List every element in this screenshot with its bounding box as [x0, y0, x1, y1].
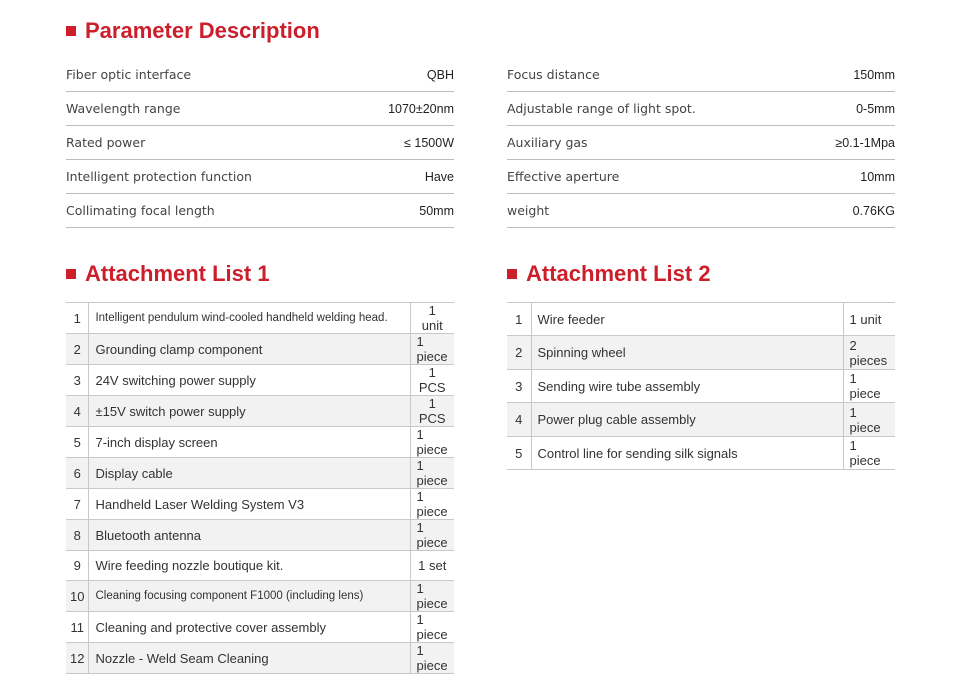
param-row — [66, 194, 454, 228]
row-number: 9 — [66, 551, 89, 581]
item-quantity: 1 piece — [843, 370, 895, 403]
item-quantity: 1 piece — [410, 489, 454, 520]
row-number: 8 — [66, 520, 89, 551]
table-row — [66, 551, 454, 581]
row-number: 3 — [66, 365, 89, 396]
param-table-right — [507, 58, 895, 228]
item-name: Sending wire tube assembly — [531, 370, 843, 403]
item-quantity: 1 piece — [410, 458, 454, 489]
table-row — [66, 489, 454, 520]
param-value: 150mm — [853, 67, 895, 82]
item-name: 24V switching power supply — [89, 365, 410, 396]
param-value: Have — [424, 169, 454, 184]
table-row — [507, 370, 895, 403]
table-row — [507, 403, 895, 437]
item-name: Cleaning and protective cover assembly — [89, 612, 410, 643]
item-name: Nozzle - Weld Seam Cleaning — [89, 643, 410, 674]
item-quantity: 2 pieces — [843, 336, 895, 370]
item-quantity: 1 piece — [410, 520, 454, 551]
param-row — [66, 58, 454, 92]
param-value: ≥0.1-1Mpa — [835, 135, 895, 150]
item-quantity: 1 piece — [410, 334, 454, 365]
param-row — [507, 58, 895, 92]
table-row — [66, 458, 454, 489]
param-value: ≤ 1500W — [404, 135, 454, 150]
param-row — [507, 92, 895, 126]
param-label: Adjustable range of light spot. — [507, 101, 696, 116]
square-bullet-icon — [66, 26, 76, 36]
param-value: QBH — [426, 67, 454, 82]
table-row — [66, 427, 454, 458]
param-label: Auxiliary gas — [507, 135, 588, 150]
item-quantity: 1 unit — [843, 303, 895, 336]
item-name: Intelligent pendulum wind-cooled handheld welding head. — [89, 303, 410, 334]
item-name: 7-inch display screen — [89, 427, 410, 458]
row-number: 12 — [66, 643, 89, 674]
attachment-list-2-title: Attachment List 2 — [507, 261, 711, 287]
item-quantity: 1 piece — [410, 427, 454, 458]
param-label: Fiber optic interface — [66, 67, 192, 82]
param-label: Effective aperture — [507, 169, 620, 184]
param-label: Wavelength range — [66, 101, 181, 116]
item-quantity: 1 piece — [843, 437, 895, 470]
square-bullet-icon — [507, 269, 517, 279]
item-name: Display cable — [89, 458, 410, 489]
table-row — [66, 396, 454, 427]
param-row — [66, 126, 454, 160]
item-name: ±15V switch power supply — [89, 396, 410, 427]
param-label: Intelligent protection function — [66, 169, 252, 184]
table-row — [507, 336, 895, 370]
item-quantity: 1 unit — [410, 303, 454, 334]
row-number: 1 — [66, 303, 89, 334]
item-quantity: 1 PCS — [410, 396, 454, 427]
table-row — [66, 581, 454, 612]
attachment-list-1-title: Attachment List 1 — [66, 261, 270, 287]
item-quantity: 1 piece — [843, 403, 895, 437]
square-bullet-icon — [66, 269, 76, 279]
param-value: 0.76KG — [852, 203, 895, 218]
row-number: 5 — [66, 427, 89, 458]
param-value: 0-5mm — [856, 101, 895, 116]
item-quantity: 1 piece — [410, 581, 454, 612]
param-row — [66, 160, 454, 194]
item-name: Grounding clamp component — [89, 334, 410, 365]
row-number: 3 — [507, 370, 531, 403]
table-row — [66, 334, 454, 365]
item-name: Wire feeder — [531, 303, 843, 336]
param-row — [507, 126, 895, 160]
param-row — [66, 92, 454, 126]
row-number: 7 — [66, 489, 89, 520]
param-label: Collimating focal length — [66, 203, 215, 218]
item-name: Handheld Laser Welding System V3 — [89, 489, 410, 520]
param-row — [507, 194, 895, 228]
table-row — [66, 303, 454, 334]
parameter-title: Parameter Description — [66, 18, 320, 44]
row-number: 6 — [66, 458, 89, 489]
item-quantity: 1 PCS — [410, 365, 454, 396]
attachment-list-1-table — [66, 302, 454, 674]
item-name: Control line for sending silk signals — [531, 437, 843, 470]
item-name: Spinning wheel — [531, 336, 843, 370]
param-row — [507, 160, 895, 194]
param-label: Rated power — [66, 135, 146, 150]
row-number: 4 — [507, 403, 531, 437]
row-number: 10 — [66, 581, 89, 612]
attachment-list-2-table — [507, 302, 895, 470]
param-label: weight — [507, 203, 550, 218]
item-quantity: 1 set — [410, 551, 454, 581]
table-row — [507, 303, 895, 336]
row-number: 5 — [507, 437, 531, 470]
row-number: 4 — [66, 396, 89, 427]
row-number: 2 — [507, 336, 531, 370]
table-row — [66, 520, 454, 551]
param-label: Focus distance — [507, 67, 600, 82]
item-quantity: 1 piece — [410, 643, 454, 674]
item-name: Cleaning focusing component F1000 (including lens) — [89, 581, 410, 612]
row-number: 1 — [507, 303, 531, 336]
row-number: 11 — [66, 612, 89, 643]
table-row — [66, 612, 454, 643]
item-quantity: 1 piece — [410, 612, 454, 643]
table-row — [66, 365, 454, 396]
item-name: Bluetooth antenna — [89, 520, 410, 551]
item-name: Power plug cable assembly — [531, 403, 843, 437]
table-row — [507, 437, 895, 470]
param-value: 50mm — [419, 203, 454, 218]
item-name: Wire feeding nozzle boutique kit. — [89, 551, 410, 581]
param-value: 10mm — [860, 169, 895, 184]
row-number: 2 — [66, 334, 89, 365]
param-value: 1070±20nm — [388, 101, 454, 116]
param-table-left — [66, 58, 454, 228]
table-row — [66, 643, 454, 674]
